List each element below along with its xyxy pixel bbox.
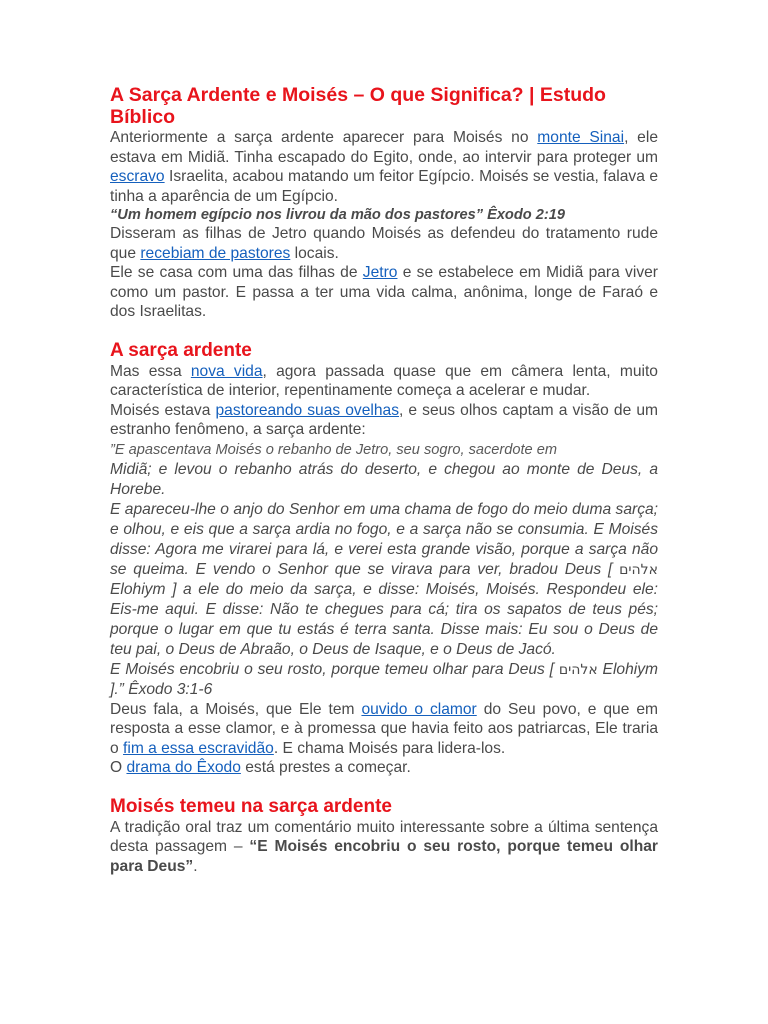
scripture-quote-line-3: [110, 500, 658, 660]
text: . E chama Moisés para lidera-los.: [273, 739, 506, 757]
text: E Moisés encobriu o seu rosto, porque temeu olhar para Deus [: [110, 660, 559, 678]
text: .: [193, 857, 198, 875]
section1-paragraph-3: [110, 700, 658, 759]
hebrew-word: אלהים: [558, 661, 598, 678]
text: , e seus olhos captam a visão de um estranho fenômeno, a sarça ardente:: [110, 401, 658, 438]
text: A tradição oral traz um comentário muito interessante sobre a última sentença desta passagem –: [110, 818, 658, 855]
link-escravo[interactable]: escravo: [110, 168, 165, 185]
link-pastoreando-suas-ovelhas[interactable]: pastoreando suas ovelhas: [215, 401, 400, 419]
section1-paragraph-4: [110, 758, 658, 778]
scripture-quote-line-4: [110, 660, 658, 700]
section-heading-sarca-ardente: A sarça ardente: [110, 339, 252, 361]
text: e se estabelece em Midiã para viver como um pastor. E passa a ter uma vida calma, anônima, longe de Faraó e dos Israelitas.: [110, 264, 658, 320]
intro-paragraph-2: [110, 224, 658, 263]
text: Anteriormente a sarça ardente aparecer para Moisés no: [110, 129, 538, 146]
scripture-quote-line-1: ”E apascentava Moisés o rebanho de Jetro, seu sogro, sacerdote em: [110, 441, 557, 458]
link-monte-sinai[interactable]: monte Sinai: [537, 129, 625, 146]
link-recebiam-de-pastores[interactable]: recebiam de pastores: [140, 244, 291, 262]
text: do Seu povo, e que em resposta a esse clamor, e à promessa que havia feito aos patriarcas, Ele traria o: [110, 700, 659, 757]
section2-paragraph-1: [110, 818, 658, 877]
intro-paragraph-1: [110, 128, 658, 206]
intro-paragraph-3: [110, 263, 658, 322]
link-ouvido-o-clamor[interactable]: ouvido o clamor: [361, 700, 477, 718]
text: , ele estava em Midiã. Tinha escapado do Egito, onde, ao intervir para proteger um: [110, 129, 658, 166]
text: está prestes a começar.: [240, 759, 411, 776]
text: locais.: [290, 244, 339, 262]
text: Mas essa: [110, 362, 191, 380]
scripture-quote-line-2: Midiã; e levou o rebanho atrás do deserto, e chegou ao monte de Deus, a Horebe.: [110, 460, 658, 498]
link-nova-vida[interactable]: nova vida: [190, 362, 263, 380]
hebrew-word: אלהים: [619, 561, 658, 578]
intro-quote: “Um homem egípcio nos livrou da mão dos pastores” Êxodo 2:19: [110, 207, 565, 223]
page-title: A Sarça Ardente e Moisés – O que Significa? | Estudo Bíblico: [110, 84, 606, 128]
section1-paragraph-2: [110, 401, 658, 440]
text: Ele se casa com uma das filhas de: [110, 264, 363, 281]
text: Disseram as filhas de Jetro quando Moisés as defendeu do tratamento rude que: [110, 225, 658, 262]
text: Elohiym ].” Êxodo 3:1-6: [110, 660, 659, 698]
link-drama-do-exodo[interactable]: drama do Êxodo: [126, 759, 241, 776]
section-heading-moises-temeu: Moisés temeu na sarça ardente: [110, 795, 392, 817]
section1-paragraph-1: [110, 362, 658, 401]
link-jetro[interactable]: Jetro: [362, 264, 398, 281]
link-fim-a-essa-escravidao[interactable]: fim a essa escravidão: [123, 739, 274, 757]
text: , agora passada quase que em câmera lenta, muito característica de interior, repentinamente começa a acelerar e mudar.: [110, 362, 658, 399]
text: Deus fala, a Moisés, que Ele tem: [110, 700, 362, 718]
text: Elohiym ] a ele do meio da sarça, e disse: Moisés, Moisés. Respondeu ele: Eis-me aqui. E disse: Não te chegues para cá; tira os sapatos de teus pés; porque o lugar em que tu estás é terra santa. Disse mais: Eu sou o Deus de teu pai, o Deus de Abraão, o Deus de Isaque, e o Deus de Jacó.: [110, 580, 658, 658]
text: E apareceu-lhe o anjo do Senhor em uma chama de fogo do meio duma sarça; e olhou, e eis que a sarça ardia no fogo, e a sarça não se consumia. E Moisés disse: Agora me virarei para lá, e verei esta grande visão, porque a sarça não se queima. E vendo o Senhor que se virava para ver, bradou Deus [: [110, 500, 658, 578]
bold-quote: “E Moisés encobriu o seu rosto, porque temeu olhar para Deus”: [110, 838, 658, 875]
text: Israelita, acabou matando um feitor Egípcio. Moisés se vestia, falava e tinha a aparência de um Egípcio.: [110, 168, 658, 205]
text: O: [110, 759, 127, 776]
text: Moisés estava: [110, 401, 216, 419]
